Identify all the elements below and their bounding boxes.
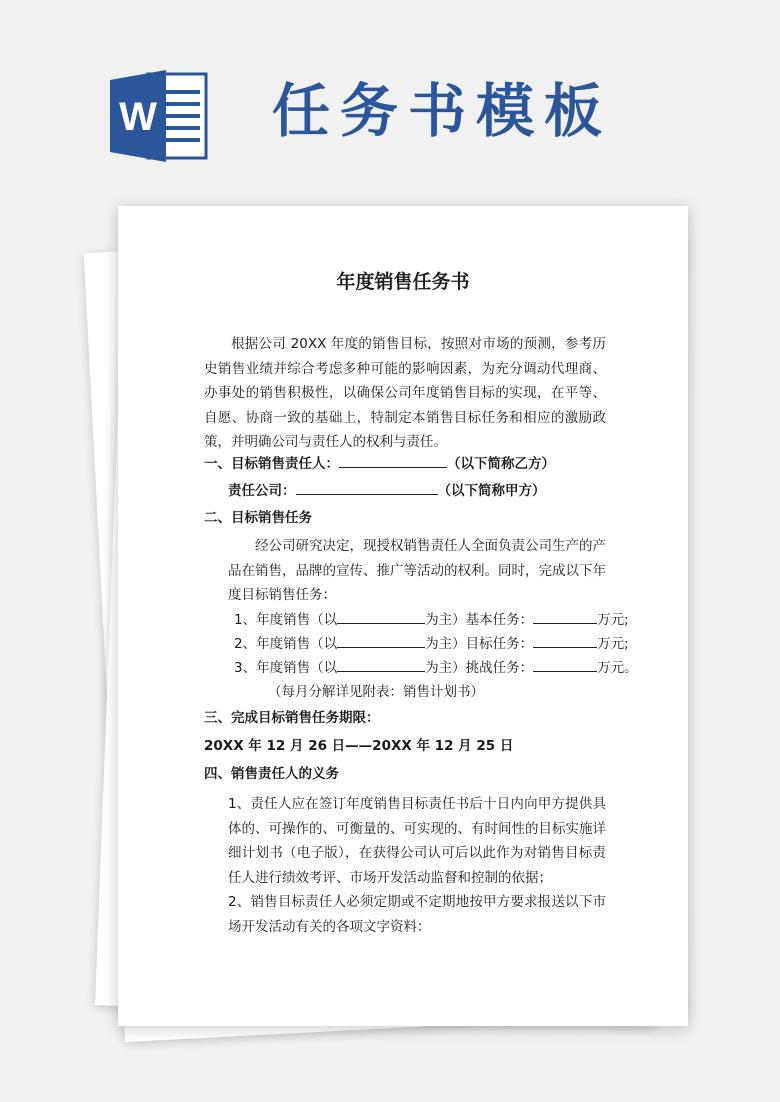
task-middle: 为主）目标任务： [425,636,534,652]
task-middle: 为主）挑战任务： [425,660,534,676]
task-unit: 万元。 [597,660,638,676]
section2-paragraph: 经公司研究决定，现授权销售责任人全面负责公司生产的产品在销售，品牌的宣传、推广等活动的权利。同时，完成以下年度目标销售任务： [228,538,606,603]
company-label: 责任公司： [228,483,296,499]
word-app-icon [110,68,210,164]
task-unit: 万元; [597,612,629,628]
task-product-blank [337,658,425,672]
document-title: 年度销售任务书 [336,271,470,293]
intro-paragraph: 根据公司 20XX 年度的销售目标，按照对市场的预测，参考历史销售业绩并综合考虑多种可能的影响因素，为充分调动代理商、办事处的销售积极性，以确保公司年度销售目标的实现，在平等、自愿、协商一致的基础上，特制定本销售目标任务和相应的激励政策，并明确公司与责任人的权利与责任。 [204,336,606,450]
duty-item-1: 1、责任人应在签订年度销售目标责任书后十日内向甲方提供具体的、可操作的、可衡量的、可实现的、有时间性的目标实施详细计划书（电子版），在获得公司认可后以此作为对销售目标责任人进行绩效考评、市场开发活动监督和控制的依据； [228,796,606,886]
section1-heading: 一、目标销售责任人： [204,456,339,472]
section1-company-line [228,479,546,503]
task-row [234,608,629,632]
task-middle: 为主）基本任务： [425,612,534,628]
document-page [118,206,688,1026]
section1-heading-suffix: （以下简称乙方） [447,456,555,472]
section2-heading: 二、目标销售任务 [204,510,312,526]
duty-item-2: 2、销售目标责任人必须定期或不定期地按甲方要求报送以下市场开发活动有关的各项文字资料： [228,894,606,935]
task-row [234,656,638,680]
task-amount-blank [533,634,597,648]
task-amount-blank [533,610,597,624]
task-unit: 万元; [597,636,629,652]
task-row [234,632,629,656]
company-suffix: （以下简称甲方） [437,483,546,499]
task-product-blank [337,634,425,648]
task-amount-blank [533,658,597,672]
monthly-breakdown-note: （每月分解详见附表：销售计划书） [268,684,484,700]
task-prefix: 3、年度销售（以 [234,660,338,676]
header-title: 任务书模板 [272,77,613,145]
word-icon-letter: W [119,95,157,139]
header [0,0,780,200]
task-period: 20XX 年 12 月 26 日——20XX 年 12 月 25 日 [204,738,514,754]
responsible-person-blank [339,454,447,468]
task-product-blank [337,610,425,624]
section3-heading: 三、完成目标销售任务期限： [204,710,380,726]
task-prefix: 1、年度销售（以 [234,612,338,628]
task-prefix: 2、年度销售（以 [234,636,338,652]
company-blank [296,481,438,495]
section4-heading: 四、销售责任人的义务 [204,766,339,782]
section1-responsible-line [204,452,555,476]
